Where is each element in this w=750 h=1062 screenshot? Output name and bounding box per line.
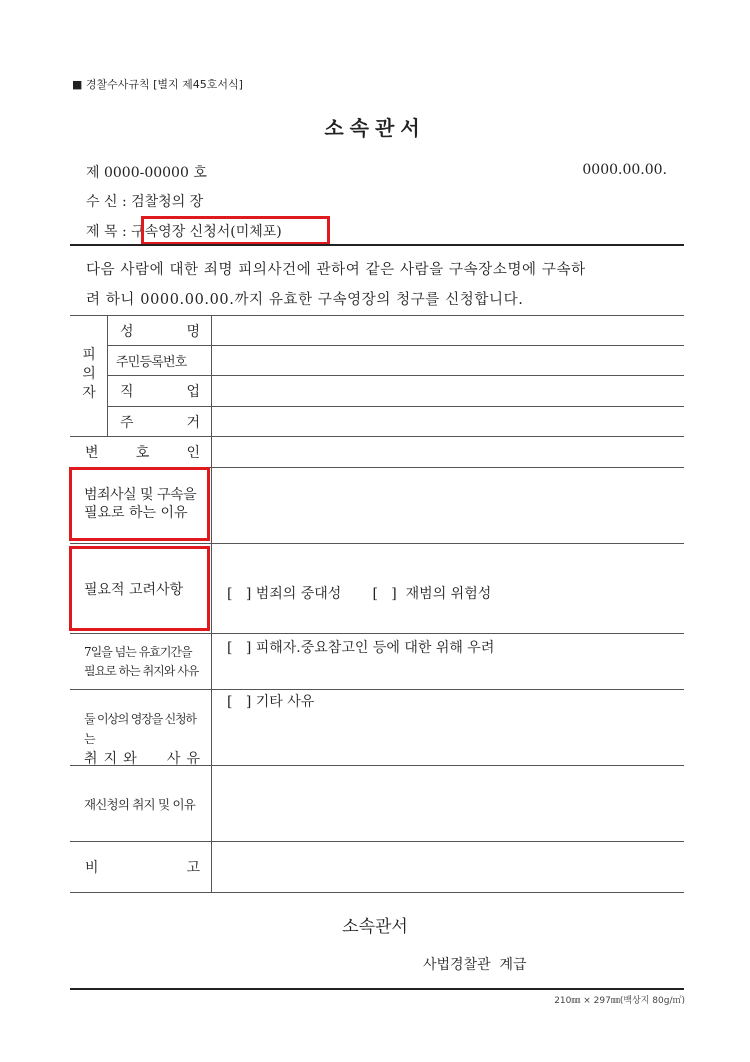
job-label-char: 업: [186, 384, 200, 400]
document-number: 제 0000-00000 호: [86, 165, 207, 181]
regulation-header: ■ 경찰수사규칙 [별지 제45호서식]: [72, 78, 243, 91]
two-or-more-label: [84, 709, 200, 769]
suspect-char: 자: [82, 385, 96, 401]
considerations-highlight-box: [69, 546, 210, 631]
over7days-line: 필요로 하는 취지와 사유: [84, 664, 199, 678]
issuing-office: 소속관서: [342, 917, 408, 937]
rrn-label: 주민등록번호: [116, 355, 187, 370]
job-label-char: 직: [120, 384, 134, 400]
suspect-char: 피: [82, 347, 96, 363]
crime-reason-line: 범죄사실 및 구속을: [84, 487, 197, 503]
option-harm-to-victim: [ ] 피해자.중요참고인 등에 대한 위해 우려: [227, 640, 495, 656]
option-severity-recidivism: [ ] 범죄의 중대성 [ ] 재범의 위험성: [227, 586, 492, 602]
suspect-group-label: [78, 346, 100, 403]
remarks-char: 비: [85, 860, 99, 876]
divider-bottom: [70, 988, 684, 990]
two-or-more-char: 지: [103, 751, 118, 767]
two-or-more-char: 사: [166, 751, 181, 767]
two-or-more-line: 둘 이상의 영장을 신청하는: [84, 712, 196, 746]
subject-value: 구속영장 신청서(미체포): [131, 224, 282, 240]
remarks-char: 고: [186, 860, 200, 876]
recipient-value: 검찰청의 장: [131, 194, 204, 210]
subject-highlight-box: [141, 216, 330, 245]
lawyer-char: 인: [186, 445, 200, 461]
two-or-more-char: 와: [123, 751, 137, 767]
considerations-label: 필요적 고려사항: [84, 581, 184, 598]
address-label-char: 거: [186, 414, 200, 431]
job-label: [120, 376, 200, 406]
officer-signature-line: 사법경찰관 계급: [423, 957, 527, 973]
document-title: 소속관서: [324, 116, 426, 140]
table-vline: [211, 315, 212, 892]
name-label-char: 명: [186, 323, 200, 340]
address-label-char: 주: [120, 414, 134, 431]
divider-top: [70, 244, 684, 246]
subject-label: 제 목 :: [86, 224, 127, 240]
crime-reason-line: 필요로 하는 이유: [84, 505, 188, 521]
request-text-line1: 다음 사람에 대한 죄명 피의사건에 관하여 같은 사람을 구속장소명에 구속하: [86, 262, 586, 278]
lawyer-label: [85, 437, 200, 467]
recipient-label: 수 신 :: [86, 194, 127, 210]
suspect-char: 의: [82, 366, 96, 382]
name-label-char: 성: [120, 323, 134, 340]
recipient-row: [86, 191, 203, 211]
table-line: [70, 892, 684, 893]
remarks-label: [85, 842, 200, 892]
lawyer-char: 호: [135, 445, 150, 461]
considerations-options: [227, 549, 494, 729]
request-text-line2: 려 하니 0000.00.00.까지 유효한 구속영장의 청구를 신청합니다.: [86, 292, 524, 308]
two-or-more-char: 취: [84, 751, 98, 767]
two-or-more-char: 유: [186, 751, 200, 767]
table-vline: [107, 315, 108, 436]
address-label: [120, 407, 200, 436]
option-other-reason: [ ] 기타 사유: [227, 694, 315, 710]
name-label: [120, 316, 200, 345]
crime-reason-highlight-box: [69, 467, 210, 541]
over7days-label: [84, 643, 198, 681]
paper-spec: 210㎜ × 297㎜(백상지 80g/㎡): [554, 996, 685, 1006]
over7days-line: 7일을 넘는 유효기간을: [84, 645, 192, 659]
document-date: 0000.00.00.: [582, 162, 667, 178]
lawyer-char: 변: [85, 445, 99, 461]
reapply-label: 재신청의 취지 및 이유: [84, 796, 195, 812]
